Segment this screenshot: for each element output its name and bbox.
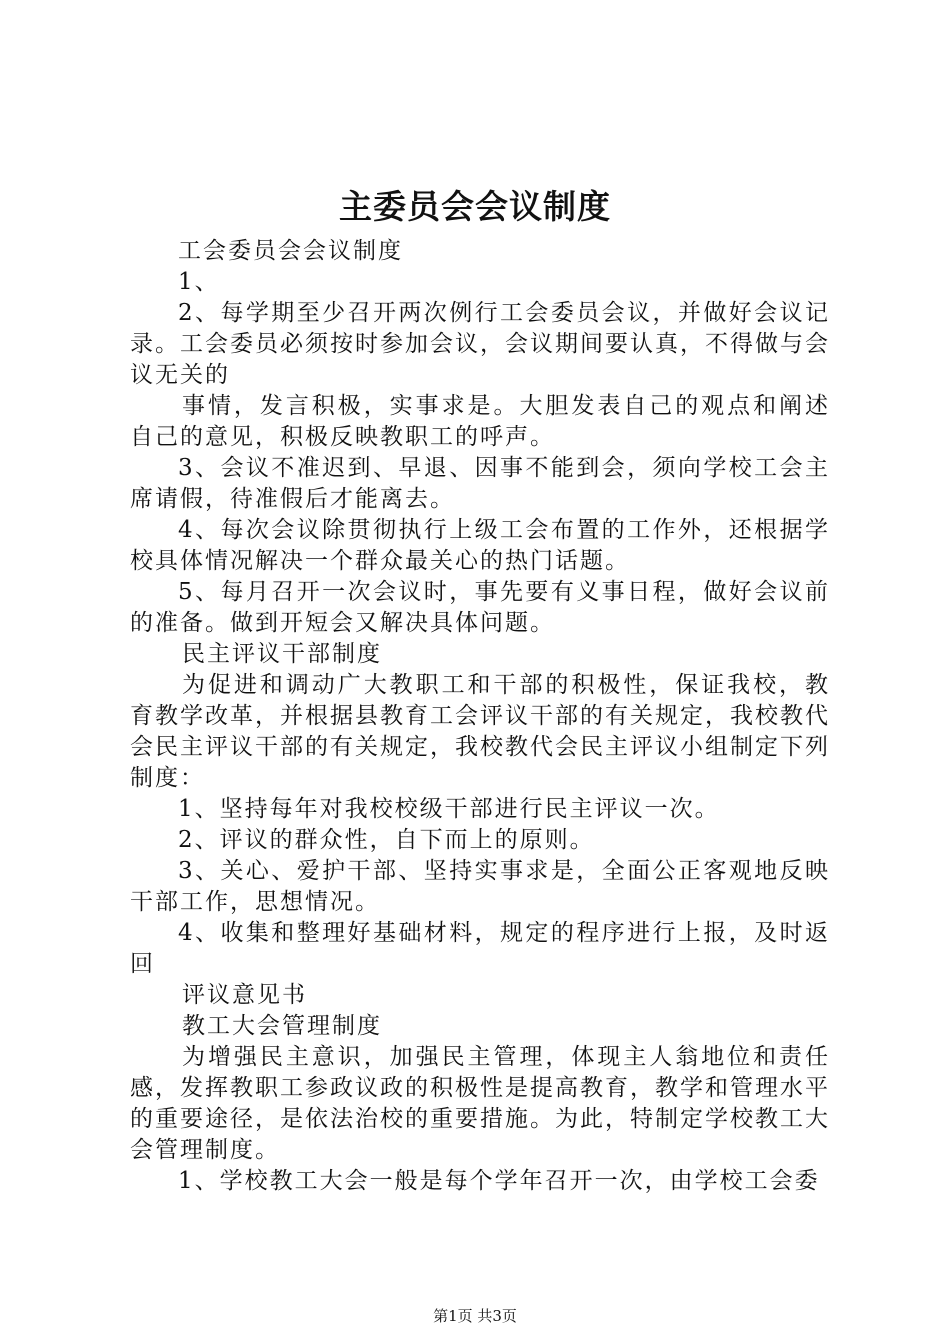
body-paragraph: 为增强民主意识，加强民主管理，体现主人翁地位和责任感，发挥教职工参政议政的积极性是提高教育，教学和管理水平的重要途径，是依法治校的重要措施。为此，特制定学校教工大会管理制度。 [130, 1044, 830, 1163]
body-paragraph: 1、学校教工大会一般是每个学年召开一次，由学校工会委 [178, 1168, 820, 1194]
body-paragraph: 4、每次会议除贯彻执行上级工会布置的工作外，还根据学校具体情况解决一个群众最关心的热门话题。 [130, 517, 830, 574]
section-heading: 民主评议干部制度 [182, 641, 382, 667]
page-number-footer: 第1页 共3页 [433, 1307, 517, 1325]
body-paragraph: 3、关心、爱护干部、坚持实事求是，全面公正客观地反映干部工作，思想情况。 [130, 858, 830, 915]
body-paragraph: 1、 [178, 269, 220, 295]
section-heading: 教工大会管理制度 [182, 1013, 382, 1039]
section-heading: 评议意见书 [182, 982, 307, 1008]
section-heading: 工会委员会会议制度 [178, 238, 403, 264]
body-paragraph: 2、每学期至少召开两次例行工会委员会议，并做好会议记录。工会委员必须按时参加会议，会议期间要认真，不得做与会议无关的 [130, 300, 830, 388]
body-paragraph: 4、收集和整理好基础材料，规定的程序进行上报，及时返回 [130, 920, 830, 977]
body-paragraph: 1、坚持每年对我校校级干部进行民主评议一次。 [178, 796, 720, 822]
document-body [130, 236, 830, 1197]
body-paragraph: 事情，发言积极，实事求是。大胆发表自己的观点和阐述自己的意见，积极反映教职工的呼声。 [130, 393, 830, 450]
body-paragraph: 为促进和调动广大教职工和干部的积极性，保证我校，教育教学改革，并根据县教育工会评议干部的有关规定，我校教代会民主评议干部的有关规定，我校教代会民主评议小组制定下列制度： [130, 672, 830, 791]
document-title: 主委员会会议制度 [339, 187, 611, 226]
body-paragraph: 2、评议的群众性，自下而上的原则。 [178, 827, 595, 853]
body-paragraph: 5、每月召开一次会议时，事先要有义事日程，做好会议前的准备。做到开短会又解决具体问题。 [130, 579, 830, 636]
body-paragraph: 3、会议不准迟到、早退、因事不能到会，须向学校工会主席请假，待准假后才能离去。 [130, 455, 830, 512]
